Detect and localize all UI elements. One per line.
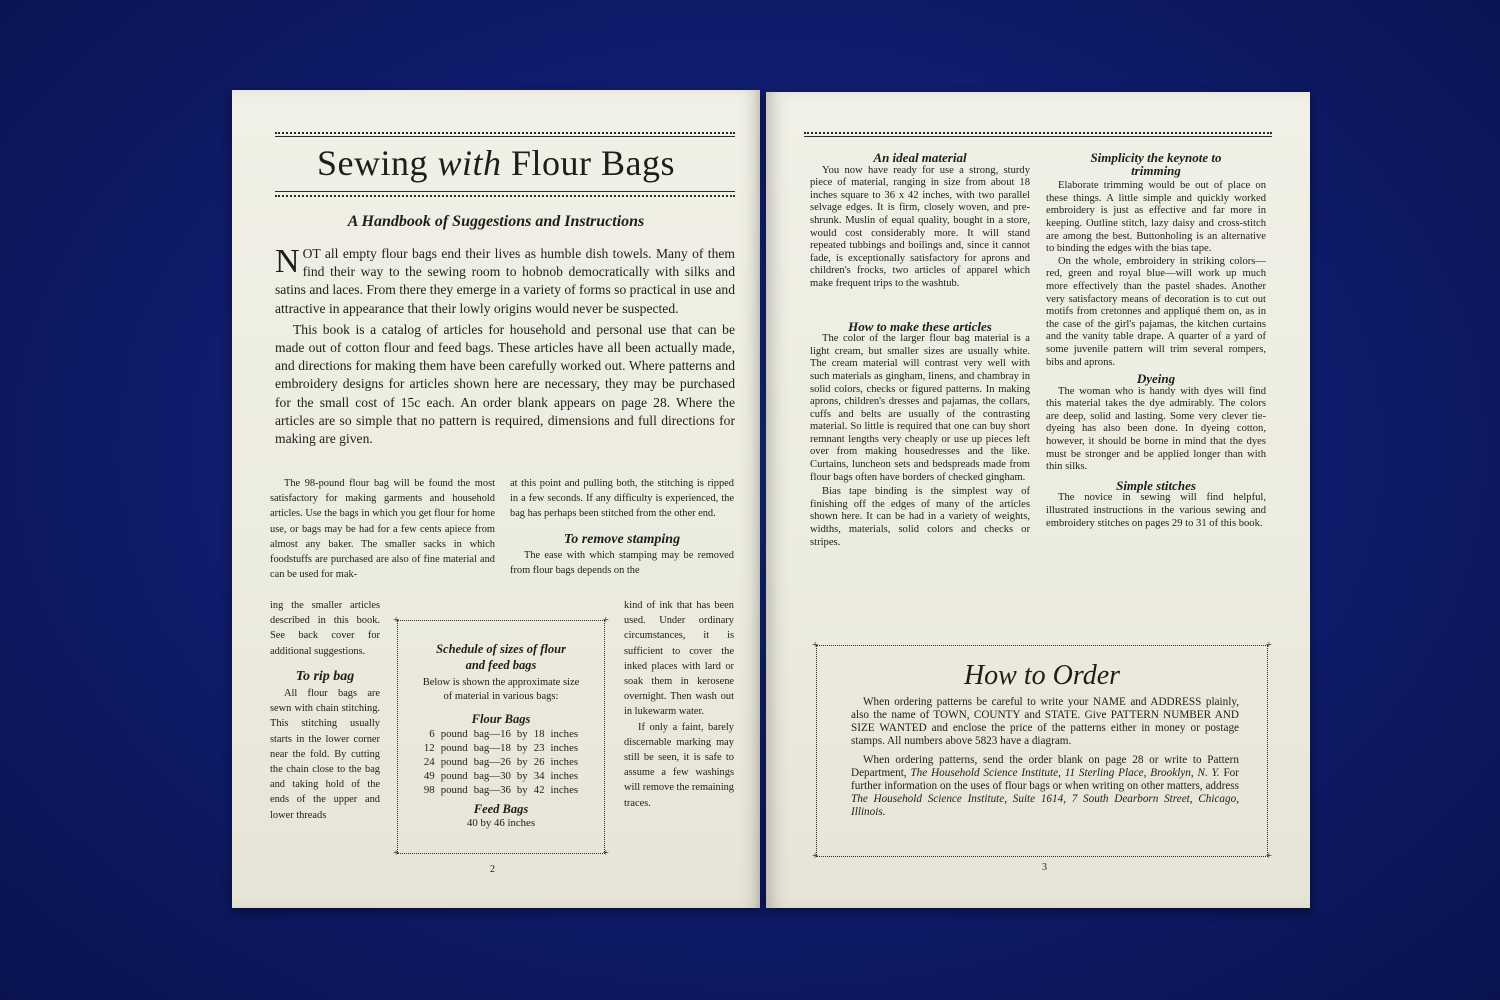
sizes-cell-size: 49: [423, 770, 435, 782]
col1-narrow: [270, 598, 380, 823]
sizes-cell-by: by: [516, 770, 528, 782]
right-col-a: [810, 152, 1030, 549]
rip-bag-heading: To rip bag: [295, 668, 355, 684]
schedule-title-2: and feed bags: [465, 658, 537, 672]
rip-bag-text: All flour bags are sewn with chain stitching. This stitching usually starts in the lower corner near the fold. By cutting the chain close to the bag and taking hold of the ends of the upper and lower threads: [270, 688, 380, 821]
col2-top: [510, 476, 734, 578]
sizes-cell-inch: inches: [550, 770, 579, 782]
sizes-cell-size: 24: [423, 756, 435, 768]
title-part2: with: [437, 143, 502, 183]
stamping-text-cont: kind of ink that has been used. Under ordinary circumstances, it is sufficient to cover the inked places with lard or soak them in kerosene overnight. Then wash out in lukewarm water.: [624, 600, 734, 718]
corner-ornament: +: [812, 850, 819, 862]
how-to-order-box: [812, 639, 1272, 862]
title-part3: Flour Bags: [501, 143, 676, 183]
top-rule-solid: [275, 136, 735, 137]
sizes-cell-dim: 42: [533, 784, 545, 796]
intro-p1-text: OT all empty flour bags end their lives as humble dish towels. Many of them find their way to the sewing room to hobnob democratically with silks and satins and laces. From there they emerge in a variety of forms so practical in use and attractive in appearance that their lowly origins would never be suspected.: [275, 246, 735, 316]
order-p2-c: For further information on the uses of flour bags or when writing on other matters, address: [851, 767, 1239, 792]
sizes-cell-bag: bag—18: [473, 742, 511, 754]
top-rule: [804, 132, 1272, 134]
top-rule-solid: [804, 136, 1272, 137]
ideal-material-heading: An ideal material: [873, 150, 967, 165]
sizes-cell-bag: bag—26: [473, 756, 511, 768]
title-rule: [275, 195, 735, 197]
sizes-cell-bag: bag—30: [473, 770, 511, 782]
corner-ornament: +: [393, 614, 400, 626]
feed-bags-heading: Feed Bags: [473, 802, 529, 816]
order-address-1: The Household Science Institute, 11 Sterling Place, Brooklyn, N. Y.: [910, 767, 1220, 779]
sizes-cell-dim: 18: [533, 728, 545, 740]
sizes-cell-inch: inches: [550, 728, 579, 740]
top-rule: [275, 132, 735, 134]
order-address-2: The Household Science Institute, Suite 1614, 7 South Dearborn Street, Chicago, Illinois.: [851, 793, 1239, 818]
sizes-row: [421, 769, 581, 783]
col2-paragraph: at this point and pulling both, the stitching is ripped in a few seconds. If any difficulty is experienced, the bag has perhaps been stitched from the other end.: [510, 478, 734, 520]
sizes-row: [421, 755, 581, 769]
corner-ornament: +: [602, 847, 609, 859]
simplicity-heading: [1046, 152, 1266, 177]
page-number: 2: [490, 864, 495, 875]
sizes-cell-size: 12: [423, 742, 435, 754]
sizes-cell-by: by: [516, 756, 528, 768]
sizes-cell-unit: pound: [440, 770, 468, 782]
col2-narrow: [624, 598, 734, 811]
sizes-cell-unit: pound: [440, 756, 468, 768]
sizes-cell-bag: bag—16: [473, 728, 511, 740]
sizes-cell-by: by: [516, 742, 528, 754]
order-p2-a: When ordering patterns, send the order blank on page 28 or write to Pattern Department,: [851, 754, 1239, 779]
sizes-table: [421, 727, 581, 797]
title-part1: Sewing: [316, 143, 438, 183]
sizes-cell-size: 98: [423, 784, 435, 796]
intro-paragraph-1: [275, 245, 735, 318]
simple-stitches-heading: Simple stitches: [1116, 477, 1196, 493]
flour-bags-heading: Flour Bags: [471, 712, 531, 726]
schedule-text: Below is shown the approximate size of material in various bags:: [422, 677, 580, 702]
stamping-text-2: If only a faint, barely discernable marking may still be seen, it is safe to assume a few washings will remove the remaining traces.: [624, 721, 734, 809]
how-to-make-heading: How to make these articles: [848, 318, 992, 334]
sizes-cell-inch: inches: [550, 742, 579, 754]
sizes-cell-unit: pound: [440, 784, 468, 796]
how-to-order-text: [817, 692, 1267, 819]
order-paragraph-1: When ordering patterns be careful to write your NAME and ADDRESS plainly, also the name of TOWN, COUNTY and STATE. Give PATTERN NUMBER AND SIZE WANTED and enclose the price of the patterns either in money or postage stamps. All numbers above 5823 have a diagram.: [851, 696, 1239, 747]
sizes-cell-dim: 26: [533, 756, 545, 768]
corner-ornament: +: [602, 614, 609, 626]
col1-paragraph: The 98-pound flour bag will be found the most satisfactory for making garments and household articles. Use the bags in which you get flour for home use, or bags may be had for a few cents apiece from almost any baker. The smaller sacks in which foodstuffs are purchased are also of fine material and can be used for mak-: [270, 478, 495, 581]
sizes-cell-unit: pound: [440, 742, 468, 754]
page-title: [232, 142, 760, 184]
col1-paragraph-cont: ing the smaller articles described in this book. See back cover for additional suggestions.: [270, 600, 380, 657]
simplicity-heading-1: Simplicity the keynote to: [1090, 150, 1222, 165]
title-rule-solid: [275, 191, 735, 192]
sizes-cell-dim: 34: [533, 770, 545, 782]
feed-bags-size: 40 by 46 inches: [466, 817, 536, 829]
dyeing-text: The woman who is handy with dyes will find this material takes the dye admirably. The colors are deep, solid and lasting. Some very clever tie-dyeing has also been done. In dyeing cotton, however, it should be borne in mind that the dyes must be stronger and be applied longer than with thin silks.: [1046, 385, 1266, 473]
corner-ornament: +: [812, 639, 819, 651]
sizes-row: [421, 783, 581, 797]
simplicity-text-2: On the whole, embroidery in striking colors—red, green and royal blue—will work up much more effectively than the pastel shades. Another very satisfactory means of decoration is to cut out motifs from cretonnes and appliqué them on, as in the case of the girl's pajamas, the kitchen curtains and the vanity table drape. A quarter of a yard of some juvenile pattern will trim several rompers, bibs and aprons.: [1046, 255, 1266, 368]
sizes-cell-inch: inches: [550, 784, 579, 796]
sizes-row: [421, 741, 581, 755]
simplicity-heading-2: trimming: [1131, 162, 1181, 178]
corner-ornament: +: [1265, 850, 1272, 862]
right-page: [766, 92, 1310, 908]
sizes-cell-dim: 23: [533, 742, 545, 754]
stamping-text: The ease with which stamping may be removed from flour bags depends on the: [510, 549, 734, 577]
corner-ornament: +: [393, 847, 400, 859]
how-to-order-title: How to Order: [963, 660, 1121, 691]
intro-paragraph-2: This book is a catalog of articles for household and personal use that can be made out of cotton flour and feed bags. These articles have all been actually made, and directions for making them have been carefully worked out. Where patterns and embroidery designs for articles shown here are necessary, they may be purchased for the small cost of 15c each. An order blank appears on page 28. Where the articles are so simple that no pattern is required, dimensions and full directions for making are given.: [275, 321, 735, 447]
sizes-cell-by: by: [516, 728, 528, 740]
page-number: 3: [1042, 862, 1047, 873]
drop-cap: N: [275, 243, 300, 280]
sizes-cell-size: 6: [429, 728, 435, 740]
corner-ornament: +: [1265, 639, 1272, 651]
sizes-cell-bag: bag—36: [473, 784, 511, 796]
sizes-row: [421, 727, 581, 741]
sizes-cell-inch: inches: [550, 756, 579, 768]
simple-stitches-text: The novice in sewing will find helpful, illustrated instructions in the various sewing and embroidery stitches on pages 29 to 31 of this book.: [1046, 492, 1266, 529]
ideal-material-text: You now have ready for use a strong, sturdy piece of material, ranging in size from about 18 inches square to 36 x 42 inches, with two parallel selvage edges. It is firm, closely woven, and pre-shrunk. Muslin of equal quality, bought in a store, would cost considerably more. It will stand repeated tubbings and boilings and, since it cannot fade, is exceptionally satisfactory for aprons and children's frocks, two articles of apparel which make frequent trips to the washtub.: [810, 164, 1030, 289]
right-col-b: [1046, 152, 1266, 530]
simplicity-text-1: Elaborate trimming would be out of place on these things. A little simple and quickly worked embroidery is just as effective and far more in keeping. Outline stitch, lazy daisy and cross-stitch are among the best. Buttonholing is an alternative to binding the edges with the bias tape.: [1046, 180, 1266, 255]
how-to-make-text: The color of the larger flour bag material is a light cream, but smaller sizes are usually white. The cream material will contrast very well with such materials as gingham, linens, and chambray in solid colors, checks or figured patterns. In making aprons, children's dresses and pajamas, the collars, cuffs and belts are usually of the contrasting material. So little is required that one can buy short remnant lengths very cheaply or use up pieces left over from making housedresses and the like. Curtains, luncheon sets and bedspreads made from flour bags often have borders of checked gingham.: [810, 333, 1030, 483]
schedule-title-1: Schedule of sizes of flour: [436, 642, 566, 656]
bias-tape-text: Bias tape binding is the simplest way of finishing off the edges of many of the articles shown here. It can be had in a variety of weights, widths, materials, solid colors and checks or stripes.: [810, 486, 1030, 548]
remove-stamping-heading: To remove stamping: [563, 531, 681, 547]
sizes-cell-unit: pound: [440, 728, 468, 740]
dyeing-heading: Dyeing: [1136, 371, 1176, 387]
subtitle: A Handbook of Suggestions and Instructions: [347, 213, 645, 230]
intro-text: [275, 245, 735, 448]
sizes-cell-by: by: [516, 784, 528, 796]
order-paragraph-2: [851, 754, 1239, 819]
left-page: [232, 90, 760, 908]
col1-top: [270, 476, 495, 582]
schedule-box: [393, 614, 609, 859]
